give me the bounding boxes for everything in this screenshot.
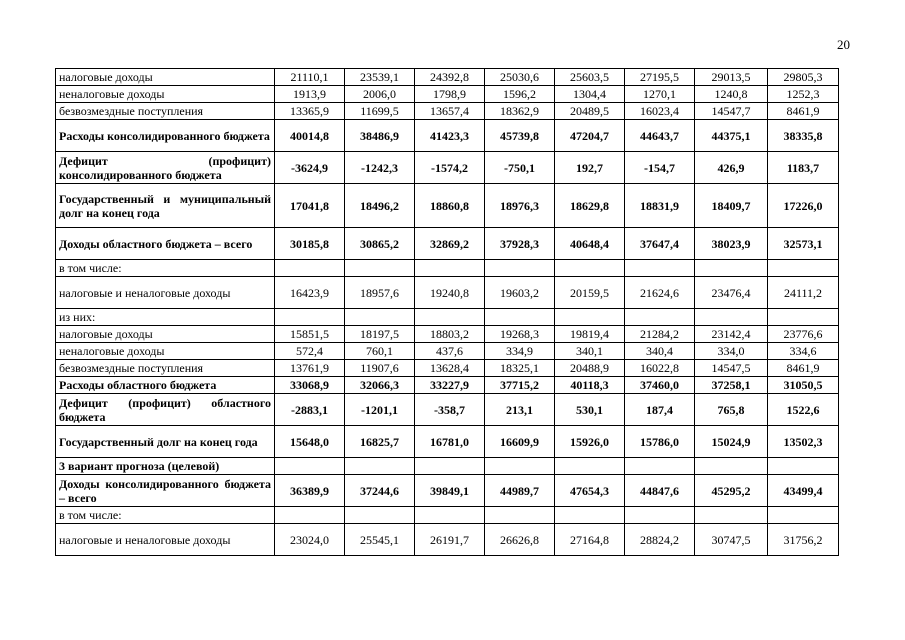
value-cell <box>415 260 485 277</box>
value-cell: 16825,7 <box>345 426 415 458</box>
value-cell: 13657,4 <box>415 103 485 120</box>
value-cell: 15851,5 <box>275 326 345 343</box>
value-cell: 40014,8 <box>275 120 345 152</box>
value-cell: 45739,8 <box>485 120 555 152</box>
value-cell: 23539,1 <box>345 69 415 86</box>
value-cell <box>695 507 768 524</box>
value-cell: 19240,8 <box>415 277 485 309</box>
value-cell: 192,7 <box>555 152 625 184</box>
value-cell: 27164,8 <box>555 524 625 556</box>
value-cell: 426,9 <box>695 152 768 184</box>
table-row <box>56 86 839 103</box>
value-cell <box>275 309 345 326</box>
row-label: в том числе: <box>56 260 275 277</box>
value-cell <box>275 260 345 277</box>
row-label: налоговые и неналоговые доходы <box>56 277 275 309</box>
value-cell: 30747,5 <box>695 524 768 556</box>
value-cell: 45295,2 <box>695 475 768 507</box>
table-row <box>56 69 839 86</box>
table-row <box>56 426 839 458</box>
value-cell: 29013,5 <box>695 69 768 86</box>
value-cell: 15926,0 <box>555 426 625 458</box>
value-cell <box>345 507 415 524</box>
table-row <box>56 228 839 260</box>
value-cell: -1242,3 <box>345 152 415 184</box>
value-cell: 38486,9 <box>345 120 415 152</box>
value-cell: 16423,9 <box>275 277 345 309</box>
value-cell: 213,1 <box>485 394 555 426</box>
value-cell: 24392,8 <box>415 69 485 86</box>
table-row <box>56 120 839 152</box>
value-cell: 33227,9 <box>415 377 485 394</box>
value-cell: 8461,9 <box>768 360 839 377</box>
value-cell: 530,1 <box>555 394 625 426</box>
value-cell <box>345 260 415 277</box>
value-cell: 18409,7 <box>695 184 768 228</box>
value-cell: 36389,9 <box>275 475 345 507</box>
value-cell <box>275 458 345 475</box>
value-cell: 1596,2 <box>485 86 555 103</box>
table-row <box>56 326 839 343</box>
value-cell: 32066,3 <box>345 377 415 394</box>
value-cell: 37244,6 <box>345 475 415 507</box>
value-cell: 765,8 <box>695 394 768 426</box>
value-cell <box>485 507 555 524</box>
value-cell: 47204,7 <box>555 120 625 152</box>
value-cell <box>695 458 768 475</box>
value-cell: 20488,9 <box>555 360 625 377</box>
row-label: Государственный и муниципальный долг на конец года <box>56 184 275 228</box>
value-cell: 16023,4 <box>625 103 695 120</box>
value-cell: 15648,0 <box>275 426 345 458</box>
value-cell: 32869,2 <box>415 228 485 260</box>
value-cell: 26626,8 <box>485 524 555 556</box>
value-cell: 29805,3 <box>768 69 839 86</box>
table-row <box>56 377 839 394</box>
value-cell: 8461,9 <box>768 103 839 120</box>
value-cell: 18325,1 <box>485 360 555 377</box>
value-cell: 17226,0 <box>768 184 839 228</box>
table-row <box>56 524 839 556</box>
value-cell <box>625 458 695 475</box>
value-cell: 13502,3 <box>768 426 839 458</box>
table-row <box>56 475 839 507</box>
value-cell <box>555 507 625 524</box>
value-cell <box>625 260 695 277</box>
value-cell: -2883,1 <box>275 394 345 426</box>
value-cell: 23776,6 <box>768 326 839 343</box>
value-cell: 39849,1 <box>415 475 485 507</box>
value-cell: -154,7 <box>625 152 695 184</box>
row-label: 3 вариант прогноза (целевой) <box>56 458 275 475</box>
value-cell: 334,9 <box>485 343 555 360</box>
table-row <box>56 394 839 426</box>
row-label: Доходы областного бюджета – всего <box>56 228 275 260</box>
value-cell <box>485 309 555 326</box>
table-row <box>56 103 839 120</box>
value-cell <box>695 260 768 277</box>
table-row <box>56 507 839 524</box>
value-cell: 14547,5 <box>695 360 768 377</box>
value-cell: 28824,2 <box>625 524 695 556</box>
value-cell: 334,0 <box>695 343 768 360</box>
row-label: безвозмездные поступления <box>56 103 275 120</box>
value-cell: 38023,9 <box>695 228 768 260</box>
value-cell <box>555 309 625 326</box>
value-cell <box>625 309 695 326</box>
value-cell: 572,4 <box>275 343 345 360</box>
value-cell: 18957,6 <box>345 277 415 309</box>
value-cell: 37715,2 <box>485 377 555 394</box>
row-label: из них: <box>56 309 275 326</box>
value-cell: 23142,4 <box>695 326 768 343</box>
value-cell: 32573,1 <box>768 228 839 260</box>
value-cell <box>485 458 555 475</box>
value-cell: 20159,5 <box>555 277 625 309</box>
value-cell: 187,4 <box>625 394 695 426</box>
value-cell: 340,4 <box>625 343 695 360</box>
value-cell: 30185,8 <box>275 228 345 260</box>
row-label: налоговые доходы <box>56 69 275 86</box>
value-cell: 25545,1 <box>345 524 415 556</box>
value-cell: -1201,1 <box>345 394 415 426</box>
table-row <box>56 152 839 184</box>
value-cell: 24111,2 <box>768 277 839 309</box>
value-cell: 23476,4 <box>695 277 768 309</box>
value-cell: 19819,4 <box>555 326 625 343</box>
value-cell: 340,1 <box>555 343 625 360</box>
value-cell: 20489,5 <box>555 103 625 120</box>
table-row <box>56 360 839 377</box>
value-cell: 31756,2 <box>768 524 839 556</box>
value-cell: 18976,3 <box>485 184 555 228</box>
value-cell: 13365,9 <box>275 103 345 120</box>
value-cell: 31050,5 <box>768 377 839 394</box>
page-number: 20 <box>837 37 850 52</box>
value-cell: 44989,7 <box>485 475 555 507</box>
value-cell: 2006,0 <box>345 86 415 103</box>
row-label: неналоговые доходы <box>56 343 275 360</box>
row-label: Дефицит (профицит) консолидированного бюджета <box>56 152 275 184</box>
value-cell <box>768 507 839 524</box>
value-cell: 11699,5 <box>345 103 415 120</box>
value-cell: 27195,5 <box>625 69 695 86</box>
value-cell: 14547,7 <box>695 103 768 120</box>
value-cell <box>555 260 625 277</box>
value-cell: 44375,1 <box>695 120 768 152</box>
value-cell: 16609,9 <box>485 426 555 458</box>
value-cell: 21624,6 <box>625 277 695 309</box>
value-cell: 33068,9 <box>275 377 345 394</box>
value-cell: 13628,4 <box>415 360 485 377</box>
value-cell: 44643,7 <box>625 120 695 152</box>
value-cell: 437,6 <box>415 343 485 360</box>
value-cell: 41423,3 <box>415 120 485 152</box>
value-cell <box>415 458 485 475</box>
value-cell: 18197,5 <box>345 326 415 343</box>
value-cell: 1913,9 <box>275 86 345 103</box>
value-cell: 23024,0 <box>275 524 345 556</box>
value-cell <box>345 458 415 475</box>
value-cell: 760,1 <box>345 343 415 360</box>
budget-forecast-table <box>55 68 839 556</box>
value-cell: 18831,9 <box>625 184 695 228</box>
value-cell: -750,1 <box>485 152 555 184</box>
value-cell <box>485 260 555 277</box>
value-cell: 30865,2 <box>345 228 415 260</box>
value-cell: 43499,4 <box>768 475 839 507</box>
value-cell: 18803,2 <box>415 326 485 343</box>
value-cell: 47654,3 <box>555 475 625 507</box>
value-cell: 1798,9 <box>415 86 485 103</box>
value-cell: 18629,8 <box>555 184 625 228</box>
table-row <box>56 343 839 360</box>
value-cell <box>695 309 768 326</box>
value-cell <box>275 507 345 524</box>
value-cell: 25603,5 <box>555 69 625 86</box>
value-cell: 1522,6 <box>768 394 839 426</box>
row-label: Доходы консолидированного бюджета – всего <box>56 475 275 507</box>
value-cell: 37928,3 <box>485 228 555 260</box>
value-cell: 11907,6 <box>345 360 415 377</box>
value-cell: 1304,4 <box>555 86 625 103</box>
value-cell <box>768 458 839 475</box>
value-cell <box>345 309 415 326</box>
value-cell <box>415 507 485 524</box>
value-cell: -3624,9 <box>275 152 345 184</box>
value-cell: 19603,2 <box>485 277 555 309</box>
row-label: неналоговые доходы <box>56 86 275 103</box>
row-label: Расходы областного бюджета <box>56 377 275 394</box>
value-cell: 15024,9 <box>695 426 768 458</box>
value-cell: 21110,1 <box>275 69 345 86</box>
table-row <box>56 260 839 277</box>
value-cell <box>625 507 695 524</box>
value-cell <box>555 458 625 475</box>
value-cell: 19268,3 <box>485 326 555 343</box>
value-cell: 25030,6 <box>485 69 555 86</box>
value-cell: 18496,2 <box>345 184 415 228</box>
value-cell: 13761,9 <box>275 360 345 377</box>
value-cell <box>415 309 485 326</box>
row-label: безвозмездные поступления <box>56 360 275 377</box>
table-row <box>56 309 839 326</box>
row-label: Расходы консолидированного бюджета <box>56 120 275 152</box>
value-cell <box>768 260 839 277</box>
value-cell: -358,7 <box>415 394 485 426</box>
table-row <box>56 184 839 228</box>
value-cell: 37647,4 <box>625 228 695 260</box>
value-cell: 37460,0 <box>625 377 695 394</box>
row-label: налоговые и неналоговые доходы <box>56 524 275 556</box>
value-cell <box>768 309 839 326</box>
value-cell: 18362,9 <box>485 103 555 120</box>
row-label: Дефицит (профицит) областного бюджета <box>56 394 275 426</box>
value-cell: 1270,1 <box>625 86 695 103</box>
value-cell: 21284,2 <box>625 326 695 343</box>
value-cell: 44847,6 <box>625 475 695 507</box>
value-cell: 1252,3 <box>768 86 839 103</box>
table-row <box>56 458 839 475</box>
value-cell: 26191,7 <box>415 524 485 556</box>
value-cell: 1183,7 <box>768 152 839 184</box>
value-cell: 38335,8 <box>768 120 839 152</box>
value-cell: 16781,0 <box>415 426 485 458</box>
value-cell: 16022,8 <box>625 360 695 377</box>
value-cell: 334,6 <box>768 343 839 360</box>
value-cell: 18860,8 <box>415 184 485 228</box>
value-cell: 17041,8 <box>275 184 345 228</box>
value-cell: 37258,1 <box>695 377 768 394</box>
table-body <box>56 69 839 556</box>
row-label: Государственный долг на конец года <box>56 426 275 458</box>
value-cell: -1574,2 <box>415 152 485 184</box>
value-cell: 40648,4 <box>555 228 625 260</box>
value-cell: 1240,8 <box>695 86 768 103</box>
value-cell: 40118,3 <box>555 377 625 394</box>
row-label: налоговые доходы <box>56 326 275 343</box>
table-row <box>56 277 839 309</box>
row-label: в том числе: <box>56 507 275 524</box>
value-cell: 15786,0 <box>625 426 695 458</box>
